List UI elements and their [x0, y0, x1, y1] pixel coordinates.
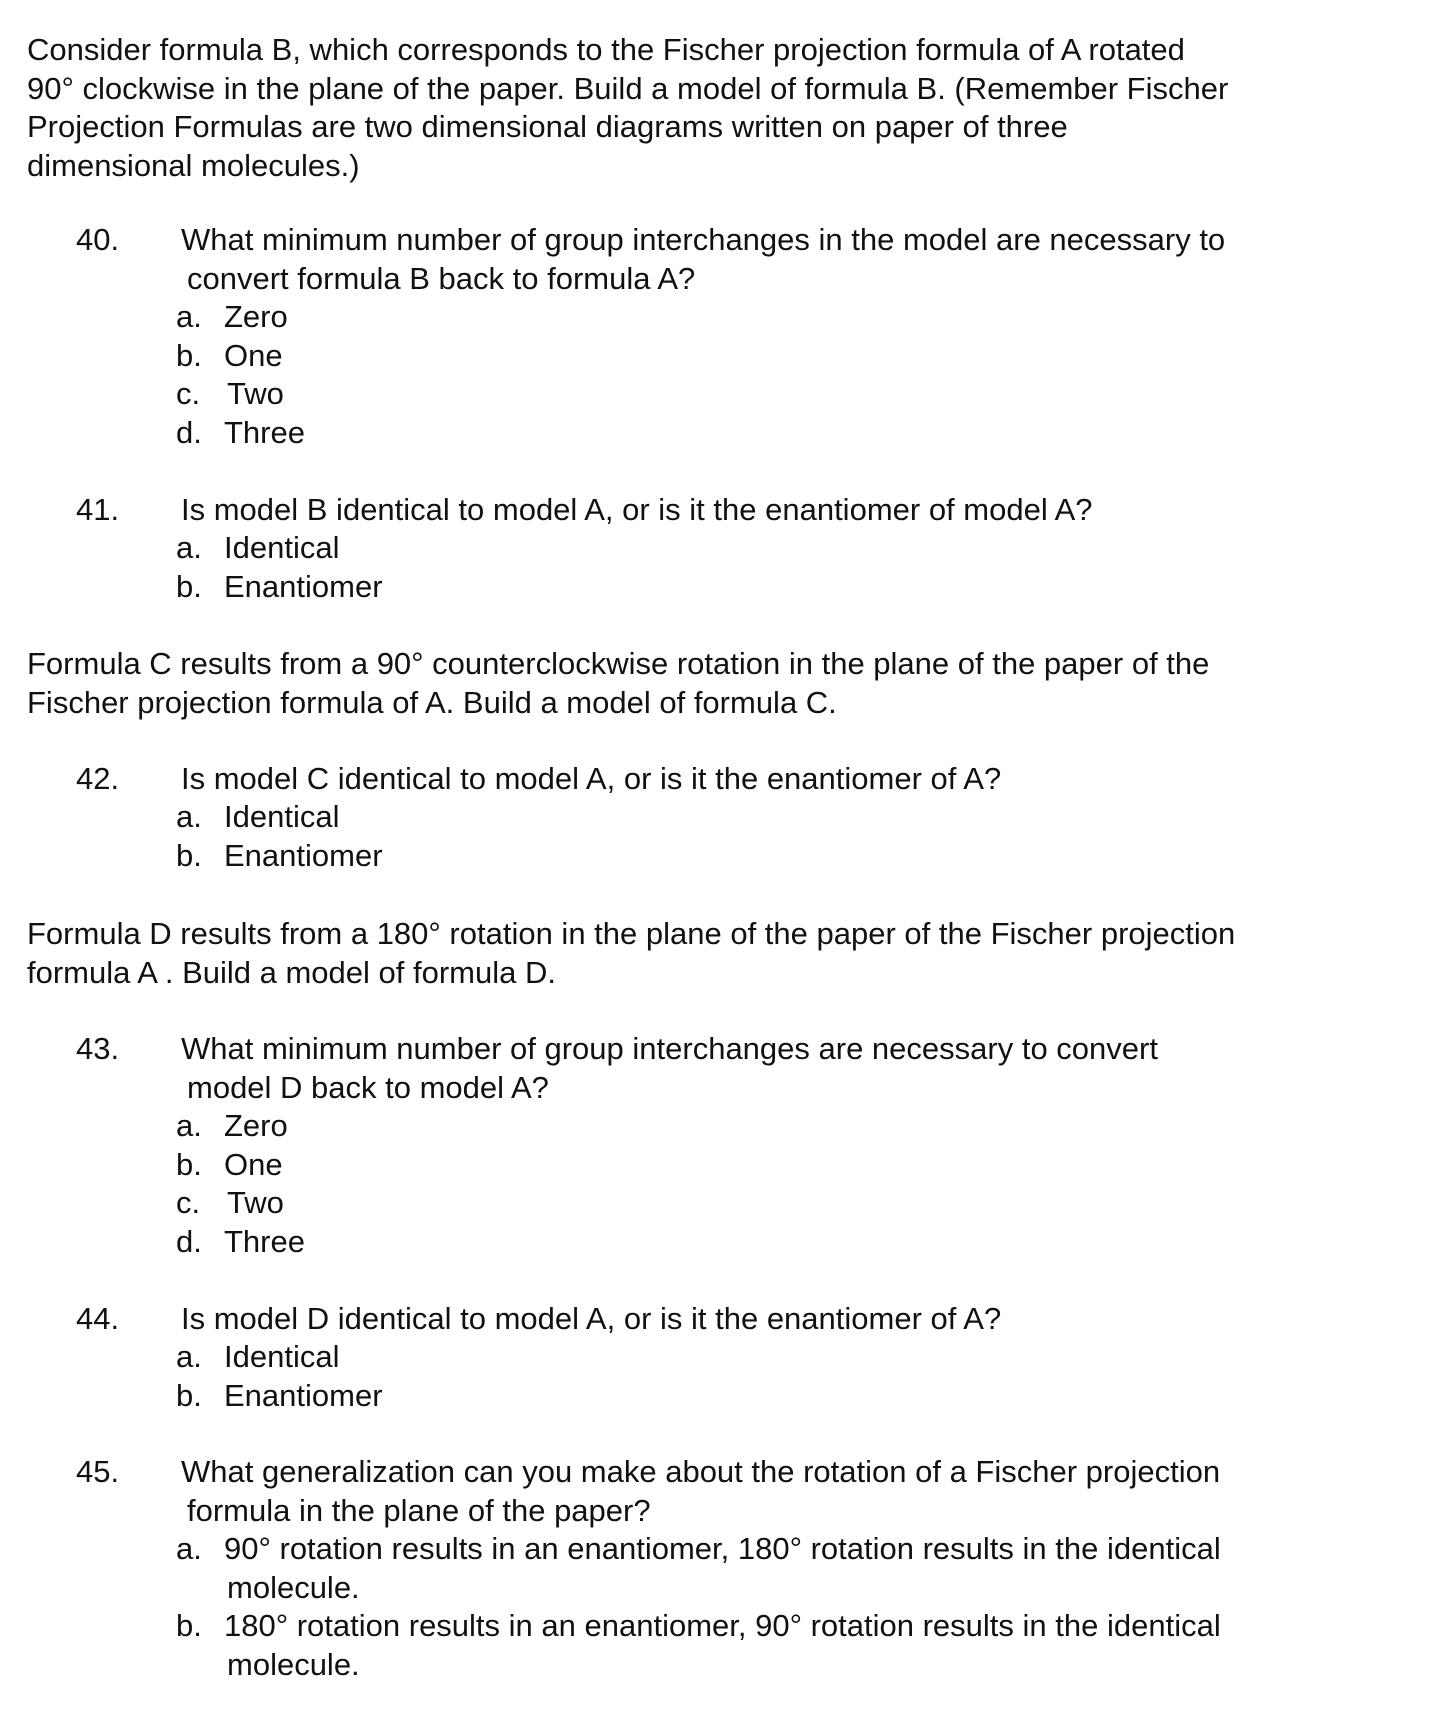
question-line: Is model C identical to model A, or is it the enantiomer of A?	[181, 761, 1002, 796]
option-letter: b.	[176, 337, 202, 373]
intro-line: dimensional molecules.)	[27, 147, 360, 183]
question-number: 44.	[76, 1301, 120, 1336]
option-text: Enantiomer	[224, 568, 383, 604]
question-text	[181, 1453, 1220, 1530]
option-text	[224, 1530, 1221, 1607]
option-letter: a.	[176, 799, 202, 834]
option-letter: c.	[176, 376, 201, 411]
option-line: 90° rotation results in an enantiomer, 180° rotation results in the identical	[224, 1531, 1221, 1566]
option-line: molecule.	[227, 1569, 360, 1605]
intro-line: Fischer projection formula of A. Build a model of formula C.	[27, 684, 837, 720]
option-text: Three	[224, 414, 305, 450]
option-text: Zero	[224, 299, 288, 334]
question-line: What minimum number of group interchanges in the model are necessary to	[181, 222, 1226, 257]
option-letter: d.	[176, 414, 202, 450]
question-number: 42.	[76, 761, 120, 796]
option-text: Zero	[224, 1108, 288, 1143]
option-letter: b.	[176, 568, 202, 604]
option-letter: a.	[176, 1339, 202, 1374]
question-text	[181, 1300, 1001, 1339]
option-text: One	[224, 1146, 283, 1182]
option-letter: c.	[176, 1185, 201, 1220]
question-line: Is model B identical to model A, or is it the enantiomer of model A?	[181, 492, 1093, 527]
option-text: Identical	[224, 799, 340, 834]
question-line: What generalization can you make about the rotation of a Fischer projection	[181, 1454, 1221, 1489]
question-text	[181, 760, 1001, 799]
option-letter: b.	[176, 837, 202, 873]
option-text: Three	[224, 1223, 305, 1259]
option-letter: d.	[176, 1223, 202, 1259]
intro-line: 90° clockwise in the plane of the paper. Build a model of formula B. (Remember Fischer	[27, 70, 1229, 106]
intro-formula-c	[27, 645, 1209, 722]
option-line: molecule.	[227, 1646, 360, 1682]
intro-line: Formula C results from a 90° counterclockwise rotation in the plane of the paper of the	[27, 646, 1210, 681]
option-text: Identical	[224, 1339, 340, 1374]
question-text	[181, 221, 1225, 298]
option-line: 180° rotation results in an enantiomer, 90° rotation results in the identical	[224, 1608, 1221, 1643]
intro-formula-b	[27, 31, 1228, 185]
option-text	[224, 1607, 1221, 1684]
option-letter: a.	[176, 530, 202, 565]
question-line: What minimum number of group interchanges are necessary to convert	[181, 1031, 1158, 1066]
question-line: convert formula B back to formula A?	[187, 260, 696, 296]
intro-line: Consider formula B, which corresponds to the Fischer projection formula of A rotated	[27, 32, 1185, 67]
question-line: formula in the plane of the paper?	[187, 1492, 651, 1528]
option-text: Enantiomer	[224, 1377, 383, 1413]
question-number: 45.	[76, 1454, 120, 1489]
option-letter: b.	[176, 1146, 202, 1182]
question-number: 40.	[76, 222, 120, 257]
option-letter: a.	[176, 1108, 202, 1143]
option-text: One	[224, 337, 283, 373]
option-text: Identical	[224, 530, 340, 565]
question-number: 43.	[76, 1031, 120, 1066]
option-text: Two	[227, 376, 284, 411]
intro-line: Projection Formulas are two dimensional diagrams written on paper of three	[27, 109, 1068, 144]
question-line: model D back to model A?	[187, 1069, 549, 1105]
option-letter: a.	[176, 1531, 202, 1566]
question-text	[181, 1030, 1158, 1107]
question-text	[181, 491, 1093, 530]
option-text: Two	[227, 1185, 284, 1220]
option-letter: a.	[176, 299, 202, 334]
intro-line: Formula D results from a 180° rotation in the plane of the paper of the Fischer projection	[27, 916, 1236, 951]
intro-formula-d	[27, 915, 1235, 992]
option-letter: b.	[176, 1608, 202, 1643]
question-number: 41.	[76, 492, 120, 527]
option-letter: b.	[176, 1377, 202, 1413]
question-line: Is model D identical to model A, or is it the enantiomer of A?	[181, 1301, 1002, 1336]
intro-line: formula A . Build a model of formula D.	[27, 954, 556, 990]
option-text: Enantiomer	[224, 837, 383, 873]
